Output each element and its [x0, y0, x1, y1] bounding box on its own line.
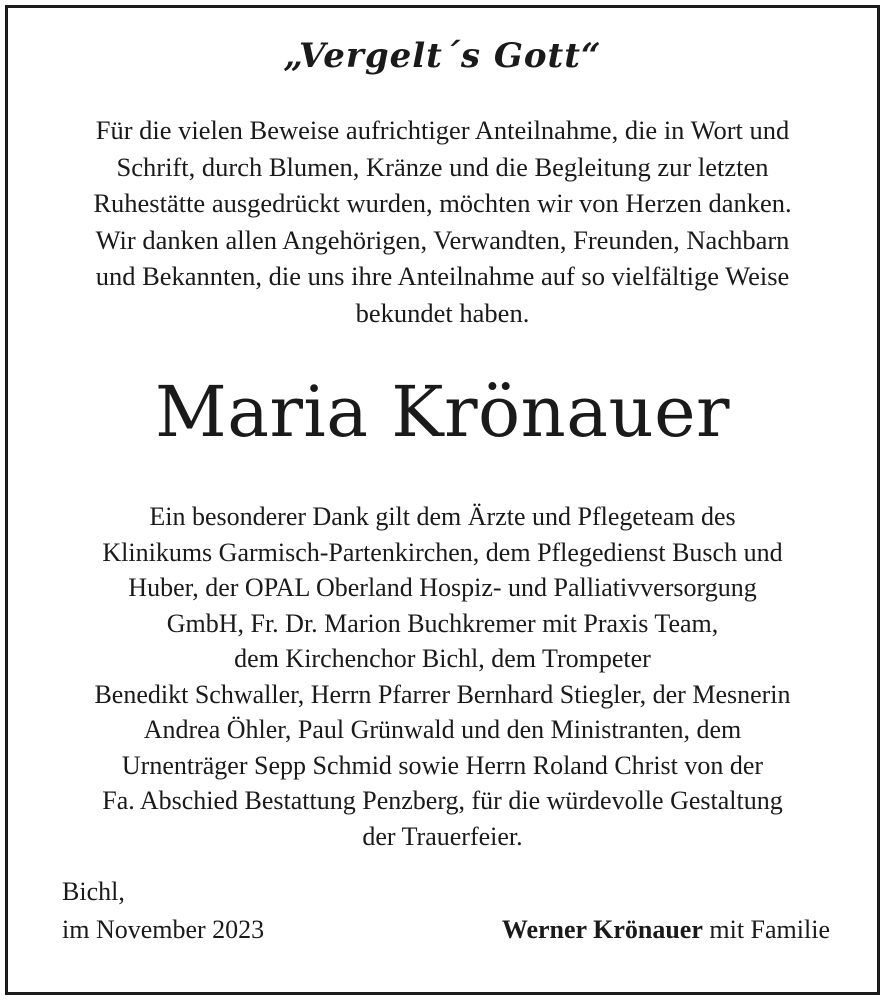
intro-line: Ruhestätte ausgedrückt wurden, möchten wir von Herzen danken. [93, 188, 792, 218]
signature [502, 911, 830, 949]
intro-line: und Bekannten, die uns ihre Anteilnahme auf so vielfältige Weise [95, 261, 790, 291]
intro-line: Schrift, durch Blumen, Kränze und die Begleitung zur letzten [116, 151, 769, 182]
deceased-name: Maria Krönauer [155, 371, 730, 453]
thanks-line: der Trauerfeier. [362, 821, 523, 851]
thanks-line: Huber, der OPAL Oberland Hospiz- und Palliativversorgung [128, 573, 757, 602]
thanks-line: Fa. Abschied Bestattung Penzberg, für die würdevolle Gestaltung [102, 786, 783, 815]
thanks-paragraph [20, 499, 865, 854]
intro-paragraph [20, 112, 865, 331]
thanks-line: dem Kirchenchor Bichl, dem Trompeter [234, 644, 651, 673]
intro-line: bekundet haben. [355, 297, 530, 328]
thanks-line: Ein besonderer Dank gilt dem Ärzte und Pflegeteam des [149, 502, 736, 531]
date: im November 2023 [62, 915, 265, 944]
thanks-line: Urnenträger Sepp Schmid sowie Herrn Roland Christ von der [121, 750, 764, 780]
signature-name: Werner Krönauer [501, 915, 703, 944]
thanks-line: Andrea Öhler, Paul Grünwald und den Ministranten, dem [143, 715, 742, 744]
intro-line: Wir danken allen Angehörigen, Verwandten, Freunden, Nachbarn [95, 224, 790, 255]
signature-suffix: mit Familie [709, 915, 830, 944]
thanks-line: GmbH, Fr. Dr. Marion Buchkremer mit Praxis Team, [166, 608, 719, 638]
heading-vergelts-gott: „Vergelt´s Gott“ [283, 36, 602, 76]
thanks-line: Klinikums Garmisch-Partenkirchen, dem Pflegedienst Busch und [102, 537, 783, 567]
place: Bichl, [62, 877, 125, 906]
thanks-line: Benedikt Schwaller, Herrn Pfarrer Bernhard Stiegler, der Mesnerin [94, 679, 791, 709]
place-and-date [62, 873, 264, 949]
intro-line: Für die vielen Beweise aufrichtiger Anteilnahme, die in Wort und [95, 115, 790, 145]
